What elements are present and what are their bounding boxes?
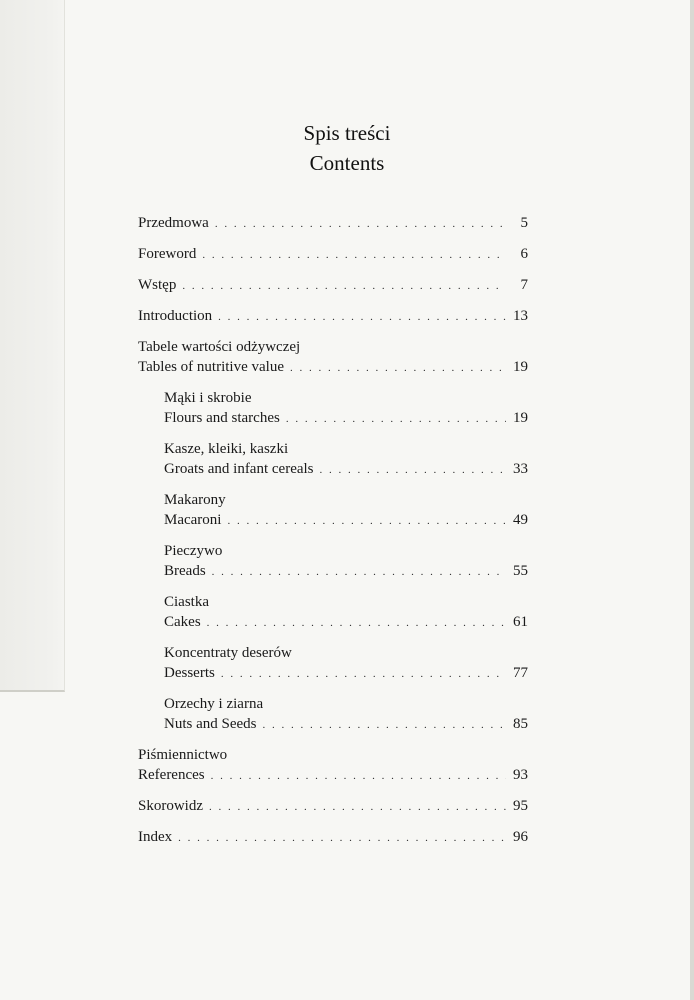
toc-label: Foreword: [138, 246, 197, 262]
leader-dots: [290, 358, 506, 378]
toc-page-number: 19: [513, 359, 528, 375]
toc-label: Introduction: [138, 308, 213, 324]
table-of-contents: [138, 213, 528, 847]
toc-entry-makarony: [138, 490, 528, 530]
toc-label-polish: Piśmiennictwo: [138, 747, 228, 763]
leader-dots: [202, 245, 506, 265]
leader-dots: [211, 766, 506, 786]
toc-page-number: 55: [513, 563, 528, 579]
toc-label-english: Nuts and Seeds: [164, 716, 257, 732]
toc-page-number: 85: [513, 716, 528, 732]
toc-entry-introduction: [138, 306, 528, 326]
toc-label-polish: Tabele wartości odżywczej: [138, 339, 301, 355]
toc-label-english: Flours and starches: [164, 410, 280, 426]
toc-label: Skorowidz: [138, 798, 203, 814]
toc-label-english: Groats and infant cereals: [164, 461, 314, 477]
toc-entry-orzechy: [138, 694, 528, 734]
toc-entry-index: [138, 827, 528, 847]
toc-label-english: Tables of nutritive value: [138, 359, 284, 375]
toc-page-number: 49: [513, 512, 528, 528]
toc-entry-desery: [138, 643, 528, 683]
leader-dots: [212, 562, 506, 582]
toc-page-number: 6: [520, 246, 528, 262]
leader-dots: [263, 715, 507, 735]
toc-label-english: Cakes: [164, 614, 201, 630]
adjacent-page-strip: [0, 0, 65, 692]
toc-label-polish: Ciastka: [164, 594, 209, 610]
toc-entry-przedmowa: [138, 213, 528, 233]
leader-dots: [178, 828, 506, 848]
page-title: [0, 118, 694, 178]
toc-entry-ciastka: [138, 592, 528, 632]
toc-page-number: 93: [513, 767, 528, 783]
toc-page-number: 7: [520, 277, 528, 293]
toc-label-polish: Makarony: [164, 492, 226, 508]
toc-label-polish: Koncentraty deserów: [164, 645, 292, 661]
title-english: Contents: [309, 151, 385, 175]
toc-label-english: Breads: [164, 563, 206, 579]
leader-dots: [286, 409, 506, 429]
toc-page-number: 19: [513, 410, 528, 426]
toc-label-polish: Mąki i skrobie: [164, 390, 252, 406]
toc-label: Przedmowa: [138, 215, 209, 231]
leader-dots: [207, 613, 506, 633]
toc-entry-tabele: [138, 337, 528, 377]
toc-label-english: References: [138, 767, 205, 783]
toc-page-number: 61: [513, 614, 528, 630]
toc-entry-pismiennictwo: [138, 745, 528, 785]
title-polish: Spis treści: [303, 121, 391, 145]
toc-page-number: 5: [520, 215, 528, 231]
toc-label: Index: [138, 829, 173, 845]
leader-dots: [320, 460, 506, 480]
leader-dots: [218, 307, 506, 327]
toc-entry-pieczywo: [138, 541, 528, 581]
toc-entry-wstep: [138, 275, 528, 295]
toc-page-number: 33: [513, 461, 528, 477]
toc-label-polish: Kasze, kleiki, kaszki: [164, 441, 289, 457]
toc-entry-kasze: [138, 439, 528, 479]
toc-entry-skorowidz: [138, 796, 528, 816]
toc-label-english: Macaroni: [164, 512, 222, 528]
leader-dots: [221, 664, 506, 684]
toc-page-number: 96: [513, 829, 528, 845]
toc-page-number: 13: [513, 308, 528, 324]
toc-label-english: Desserts: [164, 665, 215, 681]
toc-entry-maki: [138, 388, 528, 428]
toc-page-number: 95: [513, 798, 528, 814]
toc-label-polish: Orzechy i ziarna: [164, 696, 264, 712]
leader-dots: [227, 511, 506, 531]
toc-label: Wstęp: [138, 277, 177, 293]
leader-dots: [209, 797, 506, 817]
leader-dots: [215, 214, 506, 234]
toc-page-number: 77: [513, 665, 528, 681]
toc-label-polish: Pieczywo: [164, 543, 223, 559]
leader-dots: [182, 276, 506, 296]
toc-entry-foreword: [138, 244, 528, 264]
